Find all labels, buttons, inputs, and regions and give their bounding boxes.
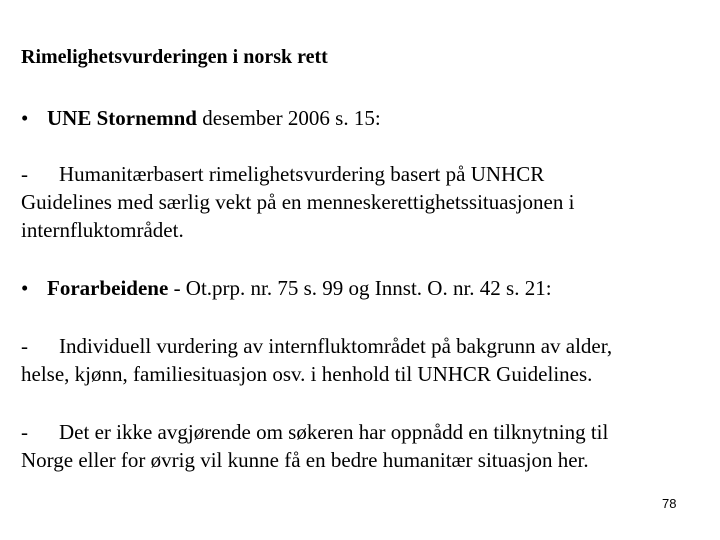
bullet-marker: • (21, 276, 29, 300)
paragraph-2-line-2: helse, kjønn, familiesituasjon osv. i henhold til UNHCR Guidelines. (21, 362, 593, 386)
bullet-forarbeidene (21, 274, 552, 302)
bullet-bold-text: UNE Stornemnd (47, 106, 197, 130)
paragraph-2-line-1 (21, 332, 612, 360)
page-number: 78 (662, 496, 677, 511)
paragraph-3-line-1 (21, 418, 608, 446)
dash-marker: - (21, 162, 28, 186)
paragraph-3-line-2: Norge eller for øvrig vil kunne få en bedre humanitær situasjon her. (21, 448, 589, 472)
paragraph-text: Humanitærbasert rimelighetsvurdering basert på UNHCR (59, 162, 545, 186)
bullet-text: - Ot.prp. nr. 75 s. 99 og Innst. O. nr. 42 s. 21: (168, 276, 552, 300)
paragraph-1-line-2: Guidelines med særlig vekt på en menneskerettighetssituasjonen i (21, 190, 575, 214)
bullet-une-stornemnd (21, 104, 381, 132)
bullet-marker: • (21, 106, 29, 130)
dash-marker: - (21, 334, 28, 358)
bullet-text: desember 2006 s. 15: (196, 106, 381, 130)
dash-marker: - (21, 420, 28, 444)
paragraph-1-line-3: internfluktområdet. (21, 218, 184, 242)
paragraph-1-line-1 (21, 160, 544, 188)
bullet-bold-text: Forarbeidene (47, 276, 169, 300)
slide-title: Rimelighetsvurderingen i norsk rett (21, 46, 328, 68)
paragraph-text: Individuell vurdering av internfluktområdet på bakgrunn av alder, (59, 334, 613, 358)
paragraph-text: Det er ikke avgjørende om søkeren har oppnådd en tilknytning til (59, 420, 609, 444)
